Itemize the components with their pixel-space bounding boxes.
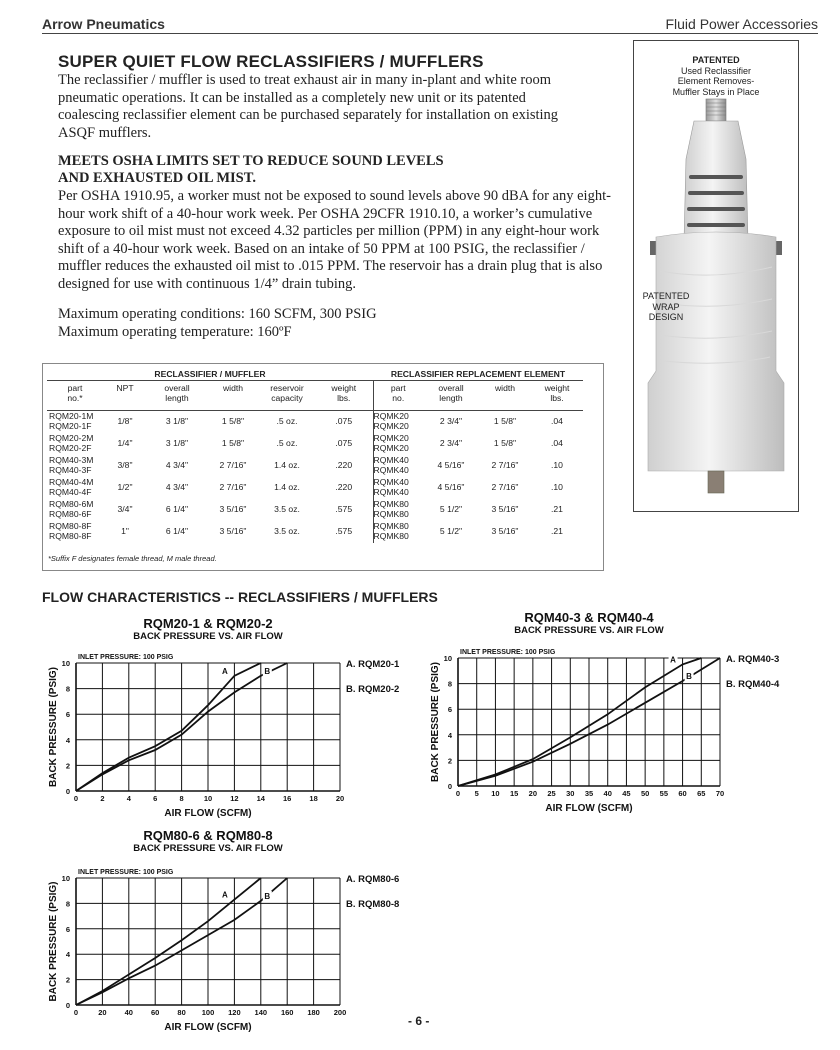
chart-note: INLET PRESSURE: 100 PSIG	[78, 869, 174, 876]
x-tick-label: 25	[547, 789, 556, 798]
table-cell-width: 2 7/16"	[219, 481, 247, 492]
table-cell-npt: 1/8"	[117, 416, 133, 426]
y-tick-label: 10	[443, 654, 452, 663]
table-cell-part: RQM20-1M RQM20-1F	[49, 411, 94, 431]
x-tick-label: 60	[678, 789, 687, 798]
x-tick-label: 20	[98, 1008, 107, 1017]
x-tick-label: 10	[203, 794, 213, 803]
series-letter: A	[222, 666, 228, 676]
max-conditions: Maximum operating conditions: 160 SCFM, 300 PSIG	[58, 306, 377, 322]
series-letter: B	[264, 891, 271, 901]
series-letter: A	[670, 655, 676, 665]
table-cell-ewt: .04	[551, 437, 563, 448]
product-photo-panel	[633, 40, 799, 512]
table-row	[47, 411, 583, 433]
operating-limits	[58, 306, 458, 341]
y-tick-label: 4	[65, 950, 70, 960]
legend-entry-b: B. RQM40-4	[726, 679, 780, 690]
x-tick-label: 6	[153, 794, 158, 803]
chart-title: RQM20-1 & RQM20-2	[143, 616, 273, 631]
series-end-label-b	[263, 666, 272, 676]
x-tick-label: 14	[256, 794, 265, 803]
wrap-caption-line-1: PATENTED	[642, 291, 690, 301]
table-cell-wt: .220	[335, 459, 353, 470]
x-tick-label: 200	[333, 1008, 347, 1017]
table-cell-res: .5 oz.	[276, 416, 298, 426]
x-axis-label: AIR FLOW (SCFM)	[545, 803, 633, 814]
wrap-caption-line-2: WRAP	[652, 301, 680, 312]
table-cell-elen: 5 1/2"	[439, 503, 463, 514]
column-header-element-part-no: part no.	[373, 381, 423, 411]
table-cell-ewt: .21	[551, 503, 563, 514]
table-footnote: *Suffix F designates female thread, M male thread.	[48, 554, 217, 563]
y-tick-label: 2	[447, 756, 452, 766]
y-tick-label: 10	[61, 659, 70, 668]
chart-subtitle: BACK PRESSURE VS. AIR FLOW	[133, 843, 283, 854]
osha-heading	[58, 153, 444, 187]
table-cell-epart: RQMK80 RQMK80	[373, 521, 423, 543]
table-cell-len: 3 1/8"	[165, 416, 189, 426]
series-end-label-a	[220, 666, 229, 676]
wrap-caption-line-3: DESIGN	[648, 312, 684, 322]
series-end-label-b	[263, 891, 272, 901]
x-tick-label: 12	[230, 794, 239, 803]
y-tick-label: 8	[65, 899, 70, 909]
table-cell-part: RQM20-2M RQM20-2F	[49, 433, 94, 453]
chart-subtitle: BACK PRESSURE VS. AIR FLOW	[514, 625, 664, 636]
y-tick-label: 0	[65, 787, 70, 796]
table-cell-width: 1 5/8"	[221, 437, 245, 448]
x-tick-label: 0	[73, 1008, 79, 1017]
table-cell-res: 1.4 oz.	[274, 481, 300, 492]
series-end-label-b	[685, 671, 694, 681]
chart-rqm20	[40, 614, 420, 826]
table-cell-wt: .575	[335, 503, 353, 514]
legend-entry-a: A. RQM40-3	[726, 654, 780, 665]
series-line-a	[458, 658, 701, 786]
column-header-overall-length: overall length	[147, 381, 207, 411]
y-tick-label: 4	[65, 735, 70, 745]
table-cell-res: 3.5 oz.	[274, 503, 300, 514]
table-cell-epart: RQMK80 RQMK80	[373, 499, 423, 521]
table-cell-len: 3 1/8"	[165, 437, 189, 448]
header-divider	[42, 33, 818, 34]
table-cell-epart: RQMK20 RQMK20	[373, 433, 423, 455]
table-cell-elen: 4 5/16"	[437, 481, 465, 492]
y-tick-label: 0	[65, 1001, 70, 1010]
table-cell-width: 3 5/16"	[219, 525, 247, 536]
legend-entry-a: A. RQM20-1	[346, 659, 400, 670]
column-header-element-weight: weight lbs.	[531, 381, 583, 411]
x-tick-label: 180	[307, 1008, 320, 1017]
table-cell-npt: 3/4"	[117, 503, 133, 514]
photo-caption-wrap	[586, 291, 746, 323]
table-cell-ewidth: 1 5/8"	[493, 416, 517, 426]
max-temperature: Maximum operating temperature: 160ºF	[58, 323, 292, 340]
x-tick-label: 15	[509, 789, 519, 798]
table-cell-ewidth: 2 7/16"	[491, 481, 519, 492]
y-tick-label: 8	[65, 684, 70, 694]
column-header-row	[47, 381, 583, 411]
caption-line-1: Used Reclassifier	[680, 65, 752, 76]
y-tick-label: 0	[447, 782, 452, 791]
x-tick-label: 55	[659, 789, 669, 798]
y-tick-label: 2	[65, 975, 70, 985]
series-line-a	[76, 878, 261, 1005]
chart-title: RQM40-3 & RQM40-4	[524, 610, 654, 625]
y-tick-label: 2	[65, 761, 70, 771]
table-cell-epart: RQMK40 RQMK40	[373, 477, 423, 499]
table-cell-ewidth: 3 5/16"	[491, 503, 519, 514]
legend-entry-b: B. RQM20-2	[346, 684, 400, 695]
y-tick-label: 6	[65, 924, 70, 934]
muffler-product-image	[634, 41, 798, 511]
osha-paragraph: Per OSHA 1910.95, a worker must not be exposed to sound levels above 90 dBA for any eight-hour work shift of a 40-hour work week. Per OSHA 29CFR 1910.10, a worker’s cumulative exposure to oil mist must not exceed 4.32 particles per million (PPM) in any eight-hour work shift of a 40-hour work week. Based on an intake of 50 PPM at 100 PSIG, the reclassifier / muffler reduces the exhausted oil mist to .015 PPM. The reservoir has a drain plug that is also designed for use with continuous 1/4” drain tubing.	[58, 188, 611, 292]
x-tick-label: 2	[100, 794, 105, 803]
x-tick-label: 40	[124, 1008, 133, 1017]
x-tick-label: 160	[280, 1008, 294, 1017]
chart-title: RQM80-6 & RQM80-8	[143, 828, 273, 843]
table-row	[47, 455, 583, 477]
column-header-reservoir-capacity: reservoir capacity	[259, 381, 315, 411]
chart-subtitle: BACK PRESSURE VS. AIR FLOW	[133, 631, 283, 642]
table-row	[47, 477, 583, 499]
table-cell-npt: 3/8"	[117, 459, 133, 470]
y-axis-label: BACK PRESSURE (PSIG)	[48, 666, 59, 788]
table-cell-len: 6 1/4"	[165, 525, 189, 536]
table-cell-ewidth: 2 7/16"	[491, 459, 519, 470]
series-end-label-a	[669, 654, 678, 664]
table-cell-epart: RQMK20 RQMK20	[373, 411, 423, 433]
table-cell-res: .5 oz.	[276, 437, 298, 448]
table-cell-elen: 2 3/4"	[439, 437, 463, 448]
table-cell-ewidth: 1 5/8"	[493, 437, 517, 448]
table-cell-width: 3 5/16"	[219, 503, 247, 514]
series-end-label-a	[220, 890, 229, 900]
x-tick-label: 40	[603, 789, 612, 798]
caption-patented: PATENTED	[692, 55, 740, 65]
table-cell-width: 2 7/16"	[219, 459, 247, 470]
table-cell-npt: 1"	[121, 525, 129, 536]
table-row	[47, 433, 583, 455]
y-tick-label: 6	[65, 710, 70, 720]
table-cell-elen: 2 3/4"	[439, 416, 463, 426]
intro-paragraph: The reclassifier / muffler is used to treat exhaust air in many in-plant and white room pneumatic operations. It can be installed as a completely new unit or its patented coalescing reclassifier element can be purchased separately for installation on existing ASQF mufflers.	[58, 72, 559, 141]
osha-heading-line-2: AND EXHAUSTED OIL MIST.	[58, 170, 256, 186]
table-cell-ewt: .21	[551, 525, 563, 536]
chart-rqm40	[424, 608, 810, 820]
legend-entry-a: A. RQM80-6	[346, 874, 400, 885]
x-tick-label: 20	[528, 789, 538, 798]
brand-name: Arrow Pneumatics	[42, 16, 165, 32]
spec-table-body	[47, 411, 583, 543]
spec-table	[47, 368, 583, 543]
section-name: Fluid Power Accessories	[665, 16, 818, 32]
table-cell-wt: .575	[335, 525, 353, 536]
x-tick-label: 20	[335, 794, 345, 803]
table-cell-elen: 4 5/16"	[437, 459, 465, 470]
column-header-part-no: part no.*	[47, 381, 103, 411]
x-axis-label: AIR FLOW (SCFM)	[164, 808, 252, 819]
x-tick-label: 4	[126, 794, 131, 803]
table-cell-res: 3.5 oz.	[274, 525, 300, 536]
chart-rqm80	[40, 826, 420, 1036]
x-tick-label: 140	[254, 1008, 268, 1017]
group-header-muffler: RECLASSIFIER / MUFFLER	[47, 368, 373, 381]
table-row	[47, 521, 583, 543]
y-tick-label: 10	[61, 874, 70, 883]
series-letter: B	[686, 672, 692, 682]
chart-note: INLET PRESSURE: 100 PSIG	[460, 649, 556, 656]
x-tick-label: 100	[201, 1008, 215, 1017]
x-tick-label: 45	[622, 789, 631, 798]
x-tick-label: 70	[715, 789, 725, 798]
series-letter: B	[264, 666, 271, 676]
column-header-weight: weight lbs.	[315, 381, 373, 411]
x-tick-label: 16	[283, 794, 292, 803]
table-cell-len: 4 3/4"	[165, 481, 189, 492]
table-cell-part: RQM80-6M RQM80-6F	[49, 499, 94, 519]
x-tick-label: 18	[309, 794, 318, 803]
x-tick-label: 0	[455, 789, 461, 798]
caption-line-3: Muffler Stays in Place	[672, 86, 760, 97]
table-row	[47, 499, 583, 521]
table-cell-wt: .220	[335, 481, 353, 492]
caption-line-2: Element Removes-	[677, 76, 755, 86]
table-cell-part: RQM80-8F RQM80-8F	[49, 521, 92, 541]
table-cell-width: 1 5/8"	[221, 416, 245, 426]
x-tick-label: 5	[474, 789, 479, 798]
table-cell-ewt: .04	[551, 416, 563, 426]
y-tick-label: 8	[447, 679, 452, 689]
table-cell-wt: .075	[335, 437, 353, 448]
flow-section-title: FLOW CHARACTERISTICS -- RECLASSIFIERS / MUFFLERS	[42, 589, 438, 605]
osha-heading-line-1: MEETS OSHA LIMITS SET TO REDUCE SOUND LEVELS	[58, 153, 444, 169]
table-cell-elen: 5 1/2"	[439, 525, 463, 536]
column-header-width: width	[207, 381, 259, 411]
table-cell-ewt: .10	[551, 481, 563, 492]
series-line-a	[76, 663, 261, 791]
x-tick-label: 80	[177, 1008, 186, 1017]
x-tick-label: 65	[697, 789, 706, 798]
spec-table-panel	[42, 363, 604, 571]
x-tick-label: 35	[584, 789, 594, 798]
group-header-element: RECLASSIFIER REPLACEMENT ELEMENT	[373, 368, 583, 381]
table-cell-part: RQM40-4M RQM40-4F	[49, 477, 94, 497]
x-tick-label: 60	[151, 1008, 160, 1017]
table-cell-len: 6 1/4"	[165, 503, 189, 514]
table-cell-part: RQM40-3M RQM40-3F	[49, 455, 94, 475]
y-axis-label: BACK PRESSURE (PSIG)	[430, 661, 441, 783]
y-tick-label: 4	[447, 730, 452, 740]
column-header-element-overall-length: overall length	[423, 381, 479, 411]
x-tick-label: 30	[566, 789, 575, 798]
page-number: - 6 -	[408, 1014, 430, 1028]
chart-note: INLET PRESSURE: 100 PSIG	[78, 654, 174, 661]
table-cell-res: 1.4 oz.	[274, 459, 300, 470]
y-tick-label: 6	[447, 705, 452, 715]
table-cell-wt: .075	[335, 416, 353, 426]
legend-entry-b: B. RQM80-8	[346, 899, 400, 910]
x-axis-label: AIR FLOW (SCFM)	[164, 1022, 252, 1033]
x-tick-label: 0	[73, 794, 79, 803]
table-cell-npt: 1/4"	[117, 437, 133, 448]
column-header-element-width: width	[479, 381, 531, 411]
x-tick-label: 8	[179, 794, 184, 803]
table-cell-epart: RQMK40 RQMK40	[373, 455, 423, 477]
page-title: SUPER QUIET FLOW RECLASSIFIERS / MUFFLERS	[58, 52, 484, 71]
table-cell-ewt: .10	[551, 459, 563, 470]
table-cell-ewidth: 3 5/16"	[491, 525, 519, 536]
column-header-npt: NPT	[103, 381, 147, 411]
x-tick-label: 50	[640, 789, 650, 798]
x-tick-label: 10	[491, 789, 500, 798]
y-axis-label: BACK PRESSURE (PSIG)	[48, 881, 59, 1002]
x-tick-label: 120	[228, 1008, 241, 1017]
table-cell-len: 4 3/4"	[165, 459, 189, 470]
series-letter: A	[222, 890, 228, 900]
table-cell-npt: 1/2"	[117, 481, 133, 492]
